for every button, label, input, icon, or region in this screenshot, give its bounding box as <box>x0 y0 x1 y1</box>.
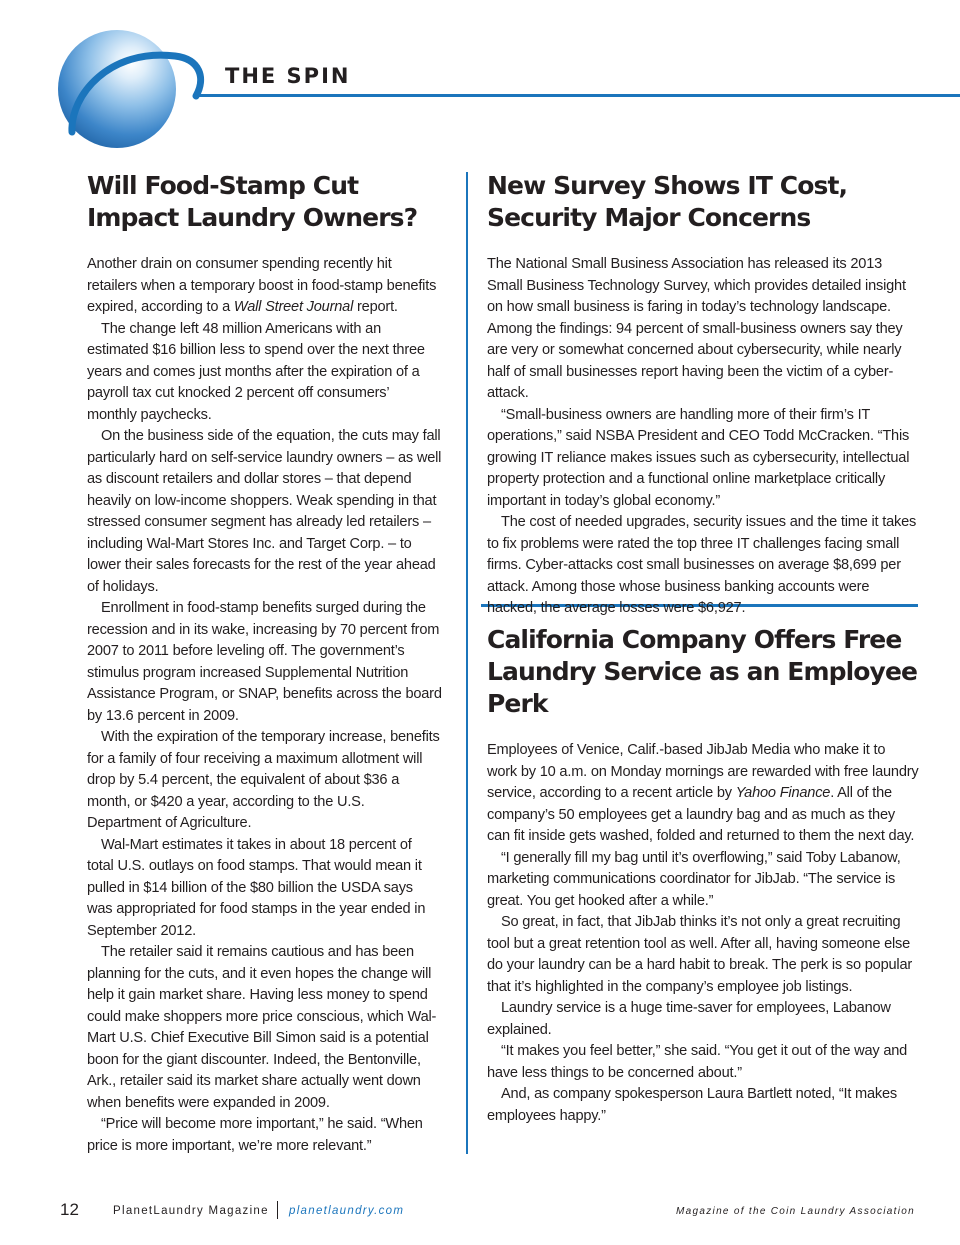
body-paragraph: On the business side of the equation, the cuts may fall particularly hard on self-service laundry owners – as well as discount retailers and dollar stores – that depend heavily on low-income shoppers. Weak spending in that stressed consumer segment has already led retailers – including Wal-Mart Stores Inc. and Target Corp. – to lower their sales forecasts for the rest of the year ahead of holidays. <box>87 428 442 595</box>
section-title: THE SPIN <box>225 64 351 88</box>
page-footer <box>0 1200 960 1224</box>
body-paragraph: “Price will become more important,” he said. “When price is more important, we’re more relevant.” <box>87 1116 423 1154</box>
lead-paragraph: Employees of Venice, Calif.-based JibJab Media who make it to work by 10 a.m. on Monday mornings are rewarded with free laundry service, according to a recent article by Yahoo Finance. All of the company’s 50 employees get a laundry bag and as much as they can fit inside gets washed, folded and returned to them the next day. <box>487 742 919 844</box>
body-paragraph: So great, in fact, that JibJab thinks it’s not only a great recruiting tool but a great retention tool as well. After all, having someone else do your laundry can be a hard habit to break. The perk is so popular that it’s highlighted in the company’s employee job listings. <box>487 914 913 995</box>
body-paragraph: The retailer said it remains cautious and has been planning for the cuts, and it even hopes the change will help it gain market share. Having less money to spend could make shoppers more price conscious, which Wal-Mart U.S. Chief Executive Bill Simon said is a potential boon for the giant discounter. Indeed, the Bentonville, Ark., retailer said its market share actually went down when benefits were expanded in 2009. <box>87 944 437 1111</box>
body-paragraph: And, as company spokesperson Laura Bartlett noted, “It makes employees happy.” <box>487 1086 898 1124</box>
magazine-tagline: Magazine of the Coin Laundry Association <box>676 1206 915 1217</box>
footer-separator <box>277 1201 278 1219</box>
page-number: 12 <box>60 1200 79 1219</box>
body-paragraph: “Small-business owners are handling more of their firm’s IT operations,” said NSBA President and CEO Todd McCracken. “This growing IT reliance makes issues such as cybersecurity, intellectual property protection and a functional online marketplace critically important in today’s global economy.” <box>487 406 910 509</box>
lead-paragraph: Another drain on consumer spending recently hit retailers when a temporary boost in food-stamp benefits expired, according to a Wall Street Journal report. <box>87 256 437 315</box>
article-it-survey <box>487 170 919 620</box>
lead-paragraph: The National Small Business Association has released its 2013 Small Business Technology Survey, which provides detailed insight on how small business is faring in today’s technology landscape. Among the findings: 94 percent of small-business owners say they are very or somewhat concerned about cybersecurity, while nearly half of small businesses report having been the victim of a cyber-attack. <box>487 256 906 401</box>
headline-food-stamp: Will Food-Stamp Cut Impact Laundry Owners? <box>87 171 418 232</box>
article-food-stamp <box>87 170 442 1157</box>
body-paragraph: Wal-Mart estimates it takes in about 18 percent of total U.S. outlays on food stamps. That would mean it pulled in $14 billion of the $80 billion the USDA says was appropriated for food stamps in the year ended in September 2012. <box>87 836 426 939</box>
body-paragraph: Enrollment in food-stamp benefits surged during the recession and in its wake, increasing by 70 percent from 2007 to 2011 before leveling off. The government’s stimulus program increased Supplemental Nutrition Assistance Program, or SNAP, benefits across the board by 13.6 percent in 2009. <box>87 600 442 724</box>
orbit-ring <box>0 0 230 160</box>
headline-employee-perk: California Company Offers Free Laundry Service as an Employee Perk <box>487 625 918 718</box>
headline-it-survey: New Survey Shows IT Cost, Security Major Concerns <box>487 171 848 232</box>
body-paragraph: With the expiration of the temporary increase, benefits for a family of four receiving a maximum allotment will drop by 5.4 percent, the equivalent of about $36 a month, or $420 a year, according to the U.S. Department of Agriculture. <box>87 729 440 831</box>
body-paragraph: The cost of needed upgrades, security issues and the time it takes to fix problems were rated the top three IT challenges facing small firms. Cyber-attacks cost small businesses on average $8,699 per attack. Among those whose business banking accounts were hacked, the average losses were $6,927. <box>487 514 917 616</box>
article-employee-perk <box>487 624 919 1127</box>
body-paragraph: Laundry service is a huge time-saver for employees, Labanow explained. <box>487 1000 891 1038</box>
header-rule <box>196 94 960 97</box>
column-divider <box>466 172 468 1154</box>
body-paragraph: “It makes you feel better,” she said. “You get it out of the way and have less things to be concerned about.” <box>487 1043 908 1081</box>
body-paragraph: The change left 48 million Americans with an estimated $16 billion less to spend over the next three years and comes just months after the expiration of a payroll tax cut knocked 2 percent off consumers’ monthly paychecks. <box>87 320 425 423</box>
body-paragraph: “I generally fill my bag until it’s overflowing,” said Toby Labanow, marketing communications coordinator for JibJab. “The service is great. You get hooked after a while.” <box>487 849 901 909</box>
website-link[interactable]: planetlaundry.com <box>289 1205 405 1217</box>
magazine-name: PlanetLaundry Magazine <box>113 1205 269 1217</box>
